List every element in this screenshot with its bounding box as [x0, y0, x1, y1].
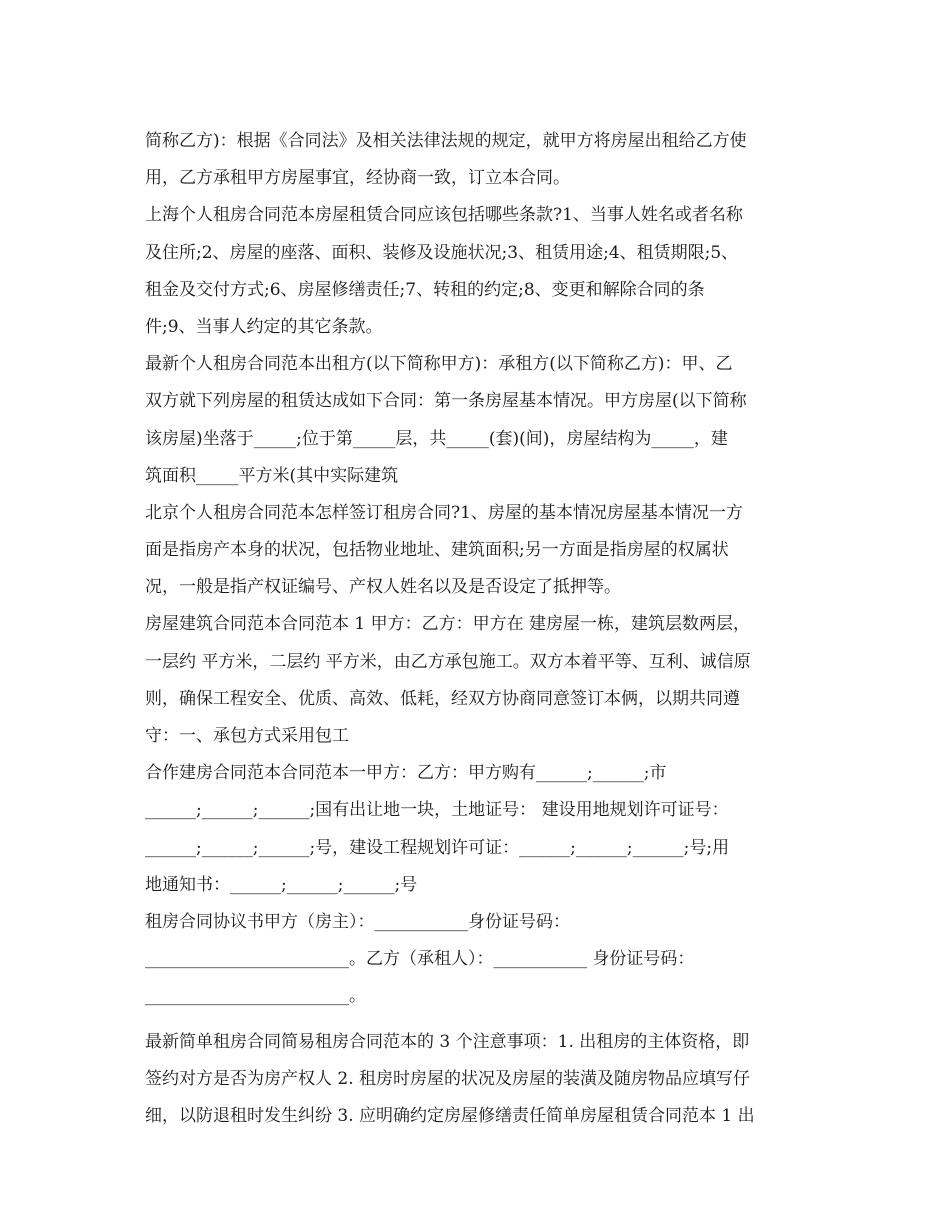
text-line: 双方就下列房屋的租赁达成如下合同：第一条房屋基本情况。甲方房屋(以下简称	[145, 391, 747, 412]
text-line: ________________________。	[145, 986, 366, 1007]
text-line: 租金及交付方式;6、房屋修缮责任;7、转租的约定;8、变更和解除合同的条	[145, 279, 705, 300]
document-body	[145, 123, 810, 1135]
paragraph	[145, 755, 810, 904]
text-line: ______;______;______;号，建设工程规划许可证：______;______;______;号;用	[145, 837, 730, 858]
paragraph	[145, 904, 810, 1016]
text-line: 及住所;2、房屋的座落、面积、装修及设施状况;3、租赁用途;4、租赁期限;5、	[145, 242, 739, 263]
text-line: 面是指房产本身的状况，包括物业地址、建筑面积;另一方面是指房屋的权属状	[145, 540, 729, 561]
text-line: 北京个人租房合同范本怎样签订租房合同?1、房屋的基本情况房屋基本情况一方	[145, 502, 743, 523]
paragraph	[145, 197, 810, 346]
text-line: 守：一、承包方式采用包工	[145, 726, 349, 746]
paragraph	[145, 1024, 810, 1136]
text-line: 上海个人租房合同范本房屋租赁合同应该包括哪些条款?1、当事人姓名或者名称	[145, 205, 743, 226]
text-line: ________________________。乙方（承租人）：___________ 身份证号码：	[145, 949, 695, 970]
paragraph	[145, 123, 810, 197]
text-line: 细，以防退租时发生纠纷 3. 应明确约定房屋修缮责任简单房屋租赁合同范本 1 出	[145, 1105, 755, 1126]
text-line: 最新简单租房合同简易租房合同范本的 3 个注意事项：1. 出租房的主体资格，即	[145, 1031, 750, 1052]
text-line: 简称乙方)：根据《合同法》及相关法律法规的规定，就甲方将房屋出租给乙方使	[145, 131, 747, 151]
text-line: ______;______;______;国有出让地一块，土地证号： 建设用地规划许可证号：	[145, 800, 729, 821]
text-line: 况，一般是指产权证编号、产权人姓名以及是否设定了抵押等。	[145, 577, 621, 598]
text-line: 则，确保工程安全、优质、高效、低耗，经双方协商同意签订本俩，以期共同遵	[145, 688, 740, 709]
text-line: 房屋建筑合同范本合同范本 1 甲方：乙方：甲方在 建房屋一栋，建筑层数两层，	[145, 614, 751, 635]
text-line: 租房合同协议书甲方（房主）：___________身份证号码：	[145, 911, 570, 932]
text-line: 最新个人租房合同范本出租方(以下简称甲方)：承租方(以下简称乙方)：甲、乙	[145, 354, 733, 375]
paragraph	[145, 346, 810, 495]
text-line: 一层约 平方米，二层约 平方米，由乙方承包施工。双方本着平等、互利、诚信原	[145, 651, 751, 672]
paragraph	[145, 495, 810, 607]
text-line: 地通知书：______;______;______;号	[145, 874, 418, 895]
paragraph-gap	[145, 1016, 810, 1024]
text-line: 件;9、当事人约定的其它条款。	[145, 316, 383, 337]
text-line: 合作建房合同范本合同范本一甲方：乙方：甲方购有______;______;市	[145, 763, 667, 784]
paragraph	[145, 606, 810, 755]
text-line: 用，乙方承租甲方房屋事宜，经协商一致，订立本合同。	[145, 168, 570, 189]
text-line: 签约对方是否为房产权人 2. 租房时房屋的状况及房屋的装潢及随房物品应填写仔	[145, 1068, 751, 1089]
text-line: 筑面积_____平方米(其中实际建筑	[145, 465, 399, 486]
text-line: 该房屋)坐落于_____;位于第_____层，共_____(套)(间)，房屋结构为_____，建	[145, 428, 728, 449]
